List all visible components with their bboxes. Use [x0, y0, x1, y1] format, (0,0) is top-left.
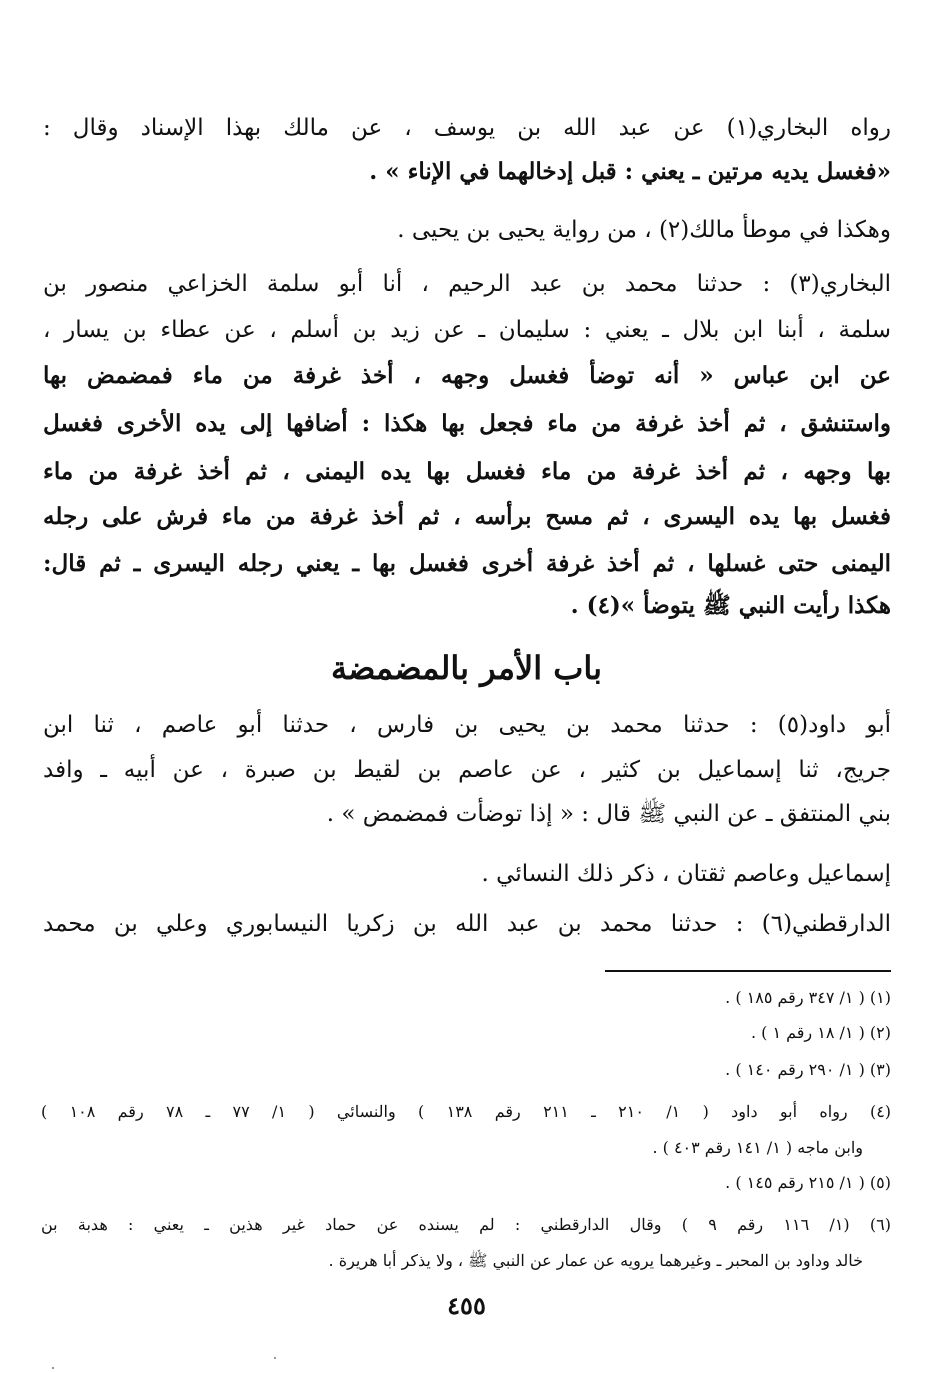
text-line-1: رواه البخاري(١) عن عبد الله بن يوسف ، عن مالك بهذا الإسناد وقال :	[43, 115, 891, 141]
footnote-1: (١) ( ١/ ٣٤٧ رقم ١٨٥ ) .	[725, 988, 891, 1007]
text-line-13: جريج، ثنا إسماعيل بن كثير ، عن عاصم بن لقيط بن صبرة ، عن أبيه ـ وافد	[43, 757, 891, 783]
footnote-4: (٤) رواه أبو داود ( ١/ ٢١٠ ـ ٢١١ رقم ١٣٨ ) والنسائي ( ١/ ٧٧ ـ ٧٨ رقم ١٠٨ )	[41, 1102, 891, 1121]
text-line-6: عن ابن عباس « أنه توضأ فغسل وجهه ، أخذ غرفة من ماء فمضمض بها	[43, 362, 891, 389]
text-line-2: «فغسل يديه مرتين ـ يعني : قبل إدخالهما في الإناء » .	[369, 158, 891, 185]
footnote-2: (٢) ( ١/ ١٨ رقم ١ ) .	[750, 1023, 891, 1042]
text-line-14: بني المنتفق ـ عن النبي ﷺ قال : « إذا توضأت فمضمض » .	[326, 801, 891, 827]
text-line-11: هكذا رأيت النبي ﷺ يتوضأ »(٤) .	[570, 592, 891, 619]
footnote-6: (٦) (١/ ١١٦ رقم ٩ ) وقال الدارقطني : لم يسنده عن حماد غير هذين ـ يعني : هدبة بن	[41, 1215, 891, 1234]
text-line-16: الدارقطني(٦) : حدثنا محمد بن عبد الله بن زكريا النيسابوري وعلي بن محمد	[43, 911, 891, 937]
text-line-5: سلمة ، أبنا ابن بلال ـ يعني : سليمان ـ عن زيد بن أسلم ، عن عطاء بن يسار ،	[43, 317, 891, 343]
footnote-6-continued: خالد وداود بن المحبر ـ وغيرهما يرويه عن عمار عن النبي ﷺ ، ولا يذكر أبا هريرة .	[328, 1251, 863, 1270]
footnote-4-continued: وابن ماجه ( ١/ ١٤١ رقم ٤٠٣ ) .	[652, 1138, 863, 1157]
text-line-4: البخاري(٣) : حدثنا محمد بن عبد الرحيم ، أنا أبو سلمة الخزاعي منصور بن	[43, 271, 891, 297]
footnote-3: (٣) ( ١/ ٢٩٠ رقم ١٤٠ ) .	[725, 1060, 891, 1079]
chapter-heading: باب الأمر بالمضمضة	[330, 649, 603, 687]
text-line-9: فغسل بها يده اليسرى ، ثم مسح برأسه ، ثم أخذ غرفة من ماء فرش على رجله	[43, 503, 891, 530]
scan-speck	[274, 1357, 276, 1359]
text-line-10: اليمنى حتى غسلها ، ثم أخذ غرفة أخرى فغسل بها ـ يعني رجله اليسرى ـ ثم قال:	[43, 550, 891, 577]
scan-speck	[52, 1367, 54, 1369]
page-number: ٤٥٥	[447, 1291, 486, 1320]
footnote-divider	[605, 970, 891, 972]
text-line-3: وهكذا في موطأ مالك(٢) ، من رواية يحيى بن يحيى .	[397, 217, 891, 243]
text-line-12: أبو داود(٥) : حدثنا محمد بن يحيى بن فارس ، حدثنا أبو عاصم ، ثنا ابن	[43, 712, 891, 738]
footnote-5: (٥) ( ١/ ٢١٥ رقم ١٤٥ ) .	[725, 1173, 891, 1192]
text-line-8: بها وجهه ، ثم أخذ غرفة من ماء فغسل بها يده اليمنى ، ثم أخذ غرفة من ماء	[43, 458, 891, 485]
text-line-7: واستنشق ، ثم أخذ غرفة من ماء فجعل بها هكذا : أضافها إلى يده الأخرى فغسل	[43, 410, 891, 437]
text-line-15: إسماعيل وعاصم ثقتان ، ذكر ذلك النسائي .	[481, 861, 891, 887]
